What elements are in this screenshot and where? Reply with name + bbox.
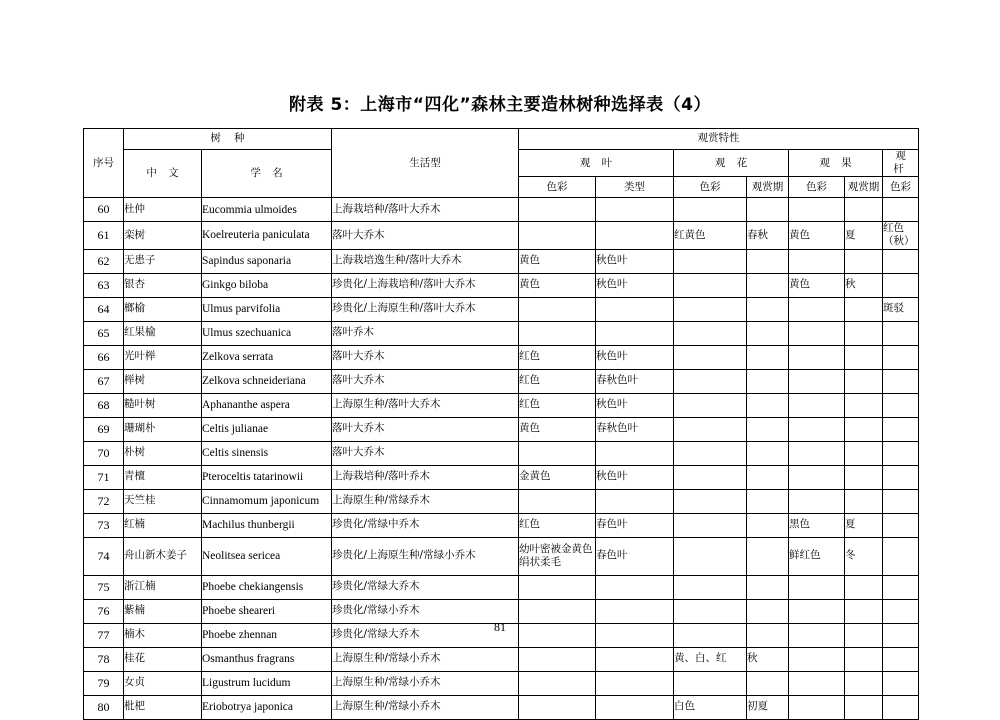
row-leaf-type xyxy=(596,198,674,222)
row-scientific-name: Neolitsea sericea xyxy=(202,537,332,575)
row-flower-season xyxy=(747,513,789,537)
row-scientific-name: Phoebe zhennan xyxy=(202,623,332,647)
row-fruit-color xyxy=(789,441,845,465)
header-flower-season: 观赏期 xyxy=(747,177,789,198)
row-trunk-color xyxy=(883,489,919,513)
row-seq: 71 xyxy=(84,465,124,489)
row-flower-color: 白色 xyxy=(674,695,747,719)
row-seq: 75 xyxy=(84,575,124,599)
row-life-form: 珍贵化/上海原生种/常绿小乔木 xyxy=(332,537,519,575)
row-chinese-name: 光叶榉 xyxy=(124,345,202,369)
row-life-form: 落叶乔木 xyxy=(332,321,519,345)
row-fruit-color xyxy=(789,297,845,321)
row-seq: 64 xyxy=(84,297,124,321)
row-flower-season xyxy=(747,671,789,695)
row-trunk-color: 红色（秋） xyxy=(883,222,919,249)
row-chinese-name: 榔榆 xyxy=(124,297,202,321)
row-fruit-color xyxy=(789,393,845,417)
row-seq: 78 xyxy=(84,647,124,671)
row-seq: 69 xyxy=(84,417,124,441)
row-leaf-color xyxy=(519,695,596,719)
row-fruit-color xyxy=(789,647,845,671)
row-fruit-season: 冬 xyxy=(845,537,883,575)
row-fruit-color: 黄色 xyxy=(789,222,845,249)
row-leaf-color: 黄色 xyxy=(519,249,596,273)
row-fruit-color xyxy=(789,695,845,719)
table-row xyxy=(84,537,919,575)
row-fruit-season xyxy=(845,321,883,345)
row-flower-season xyxy=(747,369,789,393)
table-header xyxy=(84,129,919,198)
row-scientific-name: Machilus thunbergii xyxy=(202,513,332,537)
row-fruit-color xyxy=(789,671,845,695)
row-flower-season: 秋 xyxy=(747,647,789,671)
header-flower-color: 色彩 xyxy=(674,177,747,198)
header-fruit-color: 色彩 xyxy=(789,177,845,198)
table-row xyxy=(84,273,919,297)
row-fruit-season xyxy=(845,297,883,321)
row-flower-color xyxy=(674,537,747,575)
table-row xyxy=(84,393,919,417)
row-life-form: 上海栽培种/落叶乔木 xyxy=(332,465,519,489)
row-seq: 62 xyxy=(84,249,124,273)
row-seq: 76 xyxy=(84,599,124,623)
header-trunk-group: 观 杆 xyxy=(883,150,919,177)
row-leaf-color xyxy=(519,575,596,599)
row-leaf-color xyxy=(519,222,596,249)
row-fruit-color xyxy=(789,575,845,599)
row-flower-color: 红黄色 xyxy=(674,222,747,249)
row-leaf-type: 秋色叶 xyxy=(596,465,674,489)
header-seq: 序号 xyxy=(84,129,124,198)
row-chinese-name: 银杏 xyxy=(124,273,202,297)
row-trunk-color xyxy=(883,273,919,297)
row-fruit-color xyxy=(789,198,845,222)
header-trunk-color: 色彩 xyxy=(883,177,919,198)
row-life-form: 上海栽培种/落叶大乔木 xyxy=(332,198,519,222)
row-life-form: 落叶大乔木 xyxy=(332,369,519,393)
row-leaf-color xyxy=(519,198,596,222)
row-leaf-type xyxy=(596,575,674,599)
row-chinese-name: 红果榆 xyxy=(124,321,202,345)
row-seq: 63 xyxy=(84,273,124,297)
row-fruit-season xyxy=(845,369,883,393)
header-scientific-name: 学 名 xyxy=(202,150,332,198)
table-row xyxy=(84,441,919,465)
row-fruit-color xyxy=(789,489,845,513)
row-life-form: 珍贵化/常绿小乔木 xyxy=(332,599,519,623)
row-life-form: 珍贵化/上海栽培种/落叶大乔木 xyxy=(332,273,519,297)
row-trunk-color xyxy=(883,321,919,345)
header-chinese-name: 中 文 xyxy=(124,150,202,198)
header-ornamental-group: 观赏特性 xyxy=(519,129,919,150)
row-scientific-name: Aphananthe aspera xyxy=(202,393,332,417)
row-leaf-color: 红色 xyxy=(519,369,596,393)
table-body xyxy=(84,198,919,719)
row-trunk-color xyxy=(883,537,919,575)
row-seq: 70 xyxy=(84,441,124,465)
row-life-form: 上海原生种/常绿小乔木 xyxy=(332,671,519,695)
row-leaf-color xyxy=(519,489,596,513)
row-chinese-name: 青檀 xyxy=(124,465,202,489)
row-flower-season xyxy=(747,393,789,417)
row-flower-color xyxy=(674,297,747,321)
row-fruit-season xyxy=(845,198,883,222)
row-leaf-color: 红色 xyxy=(519,393,596,417)
row-seq: 65 xyxy=(84,321,124,345)
row-scientific-name: Osmanthus fragrans xyxy=(202,647,332,671)
row-leaf-color xyxy=(519,297,596,321)
row-flower-color xyxy=(674,345,747,369)
row-life-form: 落叶大乔木 xyxy=(332,417,519,441)
row-fruit-color xyxy=(789,345,845,369)
row-leaf-type xyxy=(596,321,674,345)
row-life-form: 落叶大乔木 xyxy=(332,345,519,369)
row-flower-season xyxy=(747,537,789,575)
row-scientific-name: Phoebe chekiangensis xyxy=(202,575,332,599)
row-chinese-name: 浙江楠 xyxy=(124,575,202,599)
row-leaf-color: 黄色 xyxy=(519,273,596,297)
row-leaf-type: 秋色叶 xyxy=(596,393,674,417)
table-row xyxy=(84,671,919,695)
row-life-form: 珍贵化/常绿中乔木 xyxy=(332,513,519,537)
row-chinese-name: 朴树 xyxy=(124,441,202,465)
row-flower-color xyxy=(674,417,747,441)
row-trunk-color xyxy=(883,441,919,465)
row-flower-color xyxy=(674,575,747,599)
row-flower-color xyxy=(674,489,747,513)
row-seq: 73 xyxy=(84,513,124,537)
row-fruit-season: 夏 xyxy=(845,222,883,249)
row-chinese-name: 糙叶树 xyxy=(124,393,202,417)
row-fruit-color xyxy=(789,369,845,393)
header-fruit-group: 观 果 xyxy=(789,150,883,177)
row-scientific-name: Ulmus parvifolia xyxy=(202,297,332,321)
row-trunk-color xyxy=(883,513,919,537)
row-flower-season xyxy=(747,575,789,599)
row-fruit-season xyxy=(845,249,883,273)
row-trunk-color: 斑驳 xyxy=(883,297,919,321)
row-scientific-name: Eriobotrya japonica xyxy=(202,695,332,719)
row-flower-color xyxy=(674,249,747,273)
table-row xyxy=(84,417,919,441)
row-flower-season xyxy=(747,321,789,345)
row-flower-color xyxy=(674,393,747,417)
row-chinese-name: 枇杷 xyxy=(124,695,202,719)
row-seq: 79 xyxy=(84,671,124,695)
row-fruit-season: 夏 xyxy=(845,513,883,537)
header-leaf-color: 色彩 xyxy=(519,177,596,198)
row-fruit-color xyxy=(789,465,845,489)
row-scientific-name: Zelkova serrata xyxy=(202,345,332,369)
row-life-form: 上海原生种/常绿乔木 xyxy=(332,489,519,513)
row-flower-season xyxy=(747,441,789,465)
row-fruit-season xyxy=(845,393,883,417)
table-row xyxy=(84,647,919,671)
row-scientific-name: Ulmus szechuanica xyxy=(202,321,332,345)
table-row xyxy=(84,297,919,321)
header-leaf-group: 观 叶 xyxy=(519,150,674,177)
table-row xyxy=(84,198,919,222)
row-scientific-name: Celtis julianae xyxy=(202,417,332,441)
row-scientific-name: Celtis sinensis xyxy=(202,441,332,465)
table-row xyxy=(84,321,919,345)
table-row xyxy=(84,513,919,537)
row-fruit-season: 秋 xyxy=(845,273,883,297)
row-seq: 74 xyxy=(84,537,124,575)
row-fruit-season xyxy=(845,417,883,441)
row-chinese-name: 天竺桂 xyxy=(124,489,202,513)
row-leaf-type xyxy=(596,441,674,465)
row-flower-color xyxy=(674,273,747,297)
row-scientific-name: Ligustrum lucidum xyxy=(202,671,332,695)
row-trunk-color xyxy=(883,393,919,417)
row-fruit-season xyxy=(845,575,883,599)
row-chinese-name: 栾树 xyxy=(124,222,202,249)
row-chinese-name: 桂花 xyxy=(124,647,202,671)
row-flower-season xyxy=(747,465,789,489)
row-fruit-color: 黄色 xyxy=(789,273,845,297)
row-leaf-color xyxy=(519,441,596,465)
row-scientific-name: Phoebe sheareri xyxy=(202,599,332,623)
row-fruit-color: 鲜红色 xyxy=(789,537,845,575)
row-leaf-type: 春色叶 xyxy=(596,513,674,537)
page-title: 附表 5：上海市“四化”森林主要造林树种选择表（4） xyxy=(289,95,711,115)
row-flower-season xyxy=(747,489,789,513)
row-scientific-name: Koelreuteria paniculata xyxy=(202,222,332,249)
row-seq: 66 xyxy=(84,345,124,369)
row-chinese-name: 珊瑚朴 xyxy=(124,417,202,441)
row-leaf-color: 红色 xyxy=(519,345,596,369)
row-leaf-color xyxy=(519,647,596,671)
row-flower-color xyxy=(674,369,747,393)
row-chinese-name: 无患子 xyxy=(124,249,202,273)
row-flower-color xyxy=(674,513,747,537)
row-flower-color: 黄、白、红 xyxy=(674,647,747,671)
row-chinese-name: 榉树 xyxy=(124,369,202,393)
row-flower-color xyxy=(674,465,747,489)
row-flower-season xyxy=(747,345,789,369)
row-flower-season xyxy=(747,273,789,297)
row-life-form: 上海原生种/常绿小乔木 xyxy=(332,647,519,671)
row-leaf-type xyxy=(596,297,674,321)
row-seq: 72 xyxy=(84,489,124,513)
row-fruit-color xyxy=(789,249,845,273)
row-scientific-name: Pteroceltis tatarinowii xyxy=(202,465,332,489)
row-chinese-name: 紫楠 xyxy=(124,599,202,623)
header-life-form: 生活型 xyxy=(332,129,519,198)
row-leaf-type: 春秋色叶 xyxy=(596,369,674,393)
row-flower-color xyxy=(674,671,747,695)
table-row xyxy=(84,575,919,599)
row-leaf-color xyxy=(519,671,596,695)
row-leaf-color: 黄色 xyxy=(519,417,596,441)
row-flower-season xyxy=(747,297,789,321)
row-seq: 67 xyxy=(84,369,124,393)
row-life-form: 上海原生种/落叶大乔木 xyxy=(332,393,519,417)
row-chinese-name: 女贞 xyxy=(124,671,202,695)
row-fruit-color xyxy=(789,417,845,441)
row-leaf-type: 秋色叶 xyxy=(596,249,674,273)
row-leaf-color: 红色 xyxy=(519,513,596,537)
row-leaf-type xyxy=(596,647,674,671)
row-life-form: 珍贵化/上海原生种/落叶大乔木 xyxy=(332,297,519,321)
row-leaf-color: 幼叶密被金黄色绢状柔毛 xyxy=(519,537,596,575)
table-row xyxy=(84,465,919,489)
header-species-group: 树 种 xyxy=(124,129,332,150)
row-fruit-color: 黑色 xyxy=(789,513,845,537)
row-leaf-type: 春秋色叶 xyxy=(596,417,674,441)
table-row xyxy=(84,489,919,513)
row-chinese-name: 杜仲 xyxy=(124,198,202,222)
row-trunk-color xyxy=(883,417,919,441)
row-life-form: 珍贵化/常绿大乔木 xyxy=(332,623,519,647)
table-row xyxy=(84,222,919,249)
row-fruit-season xyxy=(845,441,883,465)
row-life-form: 上海栽培逸生种/落叶大乔木 xyxy=(332,249,519,273)
row-fruit-season xyxy=(845,671,883,695)
row-seq: 68 xyxy=(84,393,124,417)
row-trunk-color xyxy=(883,575,919,599)
row-trunk-color xyxy=(883,647,919,671)
row-leaf-type xyxy=(596,671,674,695)
row-fruit-color xyxy=(789,321,845,345)
row-scientific-name: Zelkova schneideriana xyxy=(202,369,332,393)
row-flower-season xyxy=(747,249,789,273)
row-flower-season xyxy=(747,417,789,441)
row-scientific-name: Sapindus saponaria xyxy=(202,249,332,273)
row-life-form: 落叶大乔木 xyxy=(332,441,519,465)
row-leaf-color xyxy=(519,321,596,345)
table-row xyxy=(84,695,919,719)
row-flower-color xyxy=(674,321,747,345)
row-scientific-name: Ginkgo biloba xyxy=(202,273,332,297)
header-row-1 xyxy=(84,129,919,150)
row-leaf-type: 秋色叶 xyxy=(596,273,674,297)
row-scientific-name: Eucommia ulmoides xyxy=(202,198,332,222)
row-seq: 60 xyxy=(84,198,124,222)
row-flower-color xyxy=(674,441,747,465)
row-scientific-name: Cinnamomum japonicum xyxy=(202,489,332,513)
row-trunk-color xyxy=(883,249,919,273)
row-flower-season: 春秋 xyxy=(747,222,789,249)
row-fruit-season xyxy=(845,695,883,719)
row-leaf-type: 春色叶 xyxy=(596,537,674,575)
row-flower-color xyxy=(674,198,747,222)
table-row xyxy=(84,369,919,393)
header-flower-group: 观 花 xyxy=(674,150,789,177)
row-leaf-color: 金黄色 xyxy=(519,465,596,489)
row-chinese-name: 红楠 xyxy=(124,513,202,537)
row-fruit-season xyxy=(845,345,883,369)
row-life-form: 珍贵化/常绿大乔木 xyxy=(332,575,519,599)
row-seq: 80 xyxy=(84,695,124,719)
table-row xyxy=(84,249,919,273)
row-seq: 77 xyxy=(84,623,124,647)
row-leaf-type: 秋色叶 xyxy=(596,345,674,369)
row-life-form: 上海原生种/常绿小乔木 xyxy=(332,695,519,719)
page-number: 81 xyxy=(494,620,506,634)
header-leaf-type: 类型 xyxy=(596,177,674,198)
row-fruit-season xyxy=(845,647,883,671)
row-trunk-color xyxy=(883,345,919,369)
row-trunk-color xyxy=(883,695,919,719)
row-fruit-season xyxy=(845,489,883,513)
row-trunk-color xyxy=(883,369,919,393)
row-trunk-color xyxy=(883,198,919,222)
header-fruit-season: 观赏期 xyxy=(845,177,883,198)
row-trunk-color xyxy=(883,465,919,489)
row-leaf-type xyxy=(596,695,674,719)
row-flower-season xyxy=(747,198,789,222)
row-leaf-type xyxy=(596,489,674,513)
row-fruit-season xyxy=(845,465,883,489)
row-chinese-name: 楠木 xyxy=(124,623,202,647)
row-trunk-color xyxy=(883,671,919,695)
row-chinese-name: 舟山新木姜子 xyxy=(124,537,202,575)
row-leaf-type xyxy=(596,222,674,249)
table-row xyxy=(84,345,919,369)
row-flower-season: 初夏 xyxy=(747,695,789,719)
row-life-form: 落叶大乔木 xyxy=(332,222,519,249)
row-seq: 61 xyxy=(84,222,124,249)
